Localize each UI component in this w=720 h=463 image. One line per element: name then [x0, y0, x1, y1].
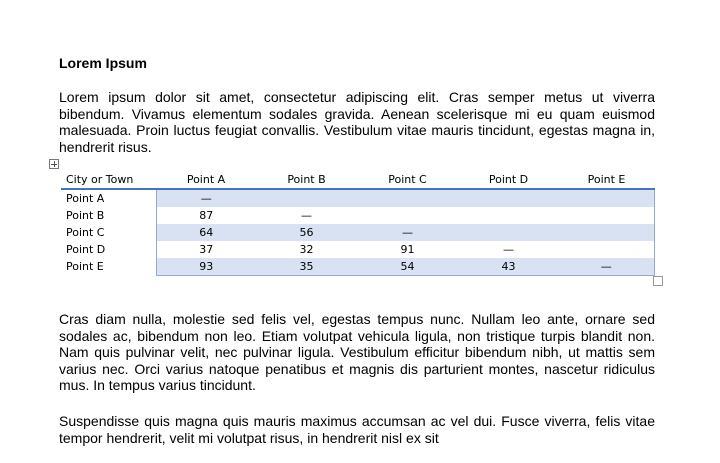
header-point-b[interactable]: Point B — [256, 171, 357, 189]
table-cell[interactable]: — — [156, 189, 256, 207]
table-cell[interactable] — [256, 189, 357, 207]
document-heading: Lorem Ipsum — [59, 55, 147, 71]
table-row — [61, 224, 654, 241]
row-label[interactable]: Point C — [66, 226, 105, 239]
table-cell[interactable] — [559, 224, 654, 241]
table-cell[interactable] — [458, 207, 559, 224]
header-point-d[interactable]: Point D — [458, 171, 559, 189]
table-cell[interactable] — [559, 189, 654, 207]
row-label[interactable]: Point A — [66, 192, 105, 205]
table-cell[interactable]: 64 — [156, 224, 256, 241]
table-cell[interactable] — [559, 241, 654, 258]
header-city-or-town[interactable]: City or Town — [61, 171, 156, 189]
header-point-e[interactable]: Point E — [559, 171, 654, 189]
table-cell[interactable]: — — [357, 224, 458, 241]
row-label[interactable]: Point B — [66, 209, 105, 222]
table-cell[interactable]: 87 — [156, 207, 256, 224]
table-row — [61, 241, 654, 258]
table-cell[interactable]: 43 — [458, 258, 559, 276]
table-row — [61, 189, 654, 207]
table-cell[interactable]: 54 — [357, 258, 458, 276]
table-cell[interactable] — [458, 189, 559, 207]
table-cell[interactable]: — — [503, 243, 514, 256]
table-cell[interactable] — [559, 207, 654, 224]
table-cell[interactable]: 37 — [156, 241, 256, 258]
table-cell[interactable]: 93 — [156, 258, 256, 276]
table-resize-handle-icon[interactable] — [653, 276, 663, 286]
paragraph-1: Lorem ipsum dolor sit amet, consectetur adipiscing elit. Cras semper metus ut viverra bibendum. Vivamus elementum sodales gravida. Aenean scelerisque mi eu quam euismod malesuada. Proin luctus feugiat convallis. Vestibulum vitae mauris tincidunt, egestas magna in, hendrerit risus. — [59, 89, 655, 155]
table-cell[interactable]: 35 — [256, 258, 357, 276]
table-cell[interactable]: 32 — [299, 243, 314, 256]
table-cell[interactable] — [458, 224, 559, 241]
header-point-c[interactable]: Point C — [357, 171, 458, 189]
table-cell[interactable] — [357, 207, 458, 224]
table-cell[interactable] — [357, 189, 458, 207]
table-cell[interactable]: — — [559, 258, 654, 276]
table-cell[interactable]: 91 — [400, 243, 415, 256]
table-row — [61, 207, 654, 224]
table-cell[interactable]: — — [301, 209, 312, 222]
table-row — [61, 258, 654, 276]
paragraph-2: Cras diam nulla, molestie sed felis vel, egestas tempus nunc. Nullam leo ante, ornare sed sodales ac, bibendum non leo. Etiam volutpat vehicula ligula, non tristique turpis blandit non. Nam quis pulvinar velit, nec pulvinar ligula. Vestibulum efficitur bibendum nibh, ut mattis sem varius nec. Orci varius natoque penatibus et magnis dis parturient montes, nascetur ridiculus mus. In tempus varius tincidunt. — [59, 311, 655, 394]
row-label[interactable]: Point E — [66, 260, 104, 274]
distance-table — [61, 171, 655, 276]
paragraph-3: Suspendisse quis magna quis mauris maximus accumsan ac vel dui. Fusce viverra, felis vitae tempor hendrerit, velit mi volutpat risus, in hendrerit nisl ex sit — [59, 413, 655, 446]
table-move-handle-icon[interactable] — [49, 159, 59, 169]
row-label[interactable]: Point D — [66, 243, 106, 256]
header-point-a[interactable]: Point A — [156, 171, 256, 189]
table-cell[interactable]: 56 — [256, 224, 357, 241]
table-header-row — [61, 171, 654, 189]
